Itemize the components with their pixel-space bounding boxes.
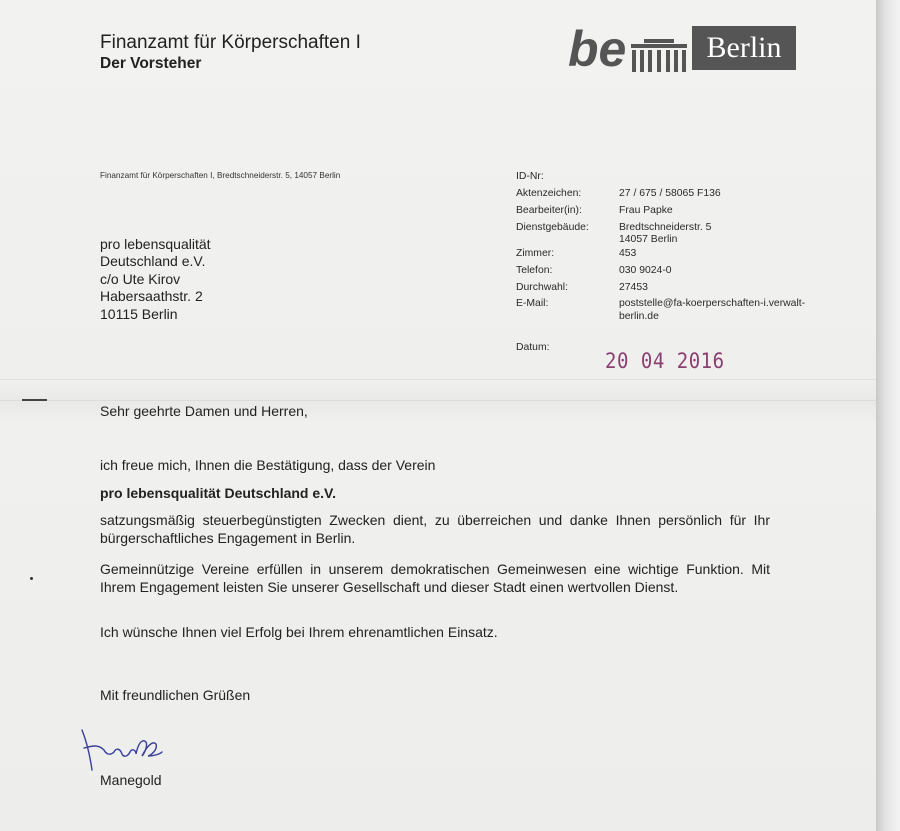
authority-name: Finanzamt für Körperschaften I bbox=[100, 32, 361, 53]
info-label: Aktenzeichen: bbox=[516, 188, 582, 199]
info-value: poststelle@fa-koerperschaften-i.verwalt- bbox=[619, 298, 806, 309]
recipient-line: Habersaathstr. 2 bbox=[100, 288, 203, 305]
fold-line bbox=[0, 400, 876, 401]
info-label: Dienstgebäude: bbox=[516, 222, 589, 233]
return-address: Finanzamt für Körperschaften I, Bredtschneiderstr. 5, 14057 Berlin bbox=[100, 171, 341, 180]
logo-mark: be bbox=[568, 24, 627, 74]
info-label: E-Mail: bbox=[516, 298, 549, 309]
paragraph-intro: ich freue mich, Ihnen die Bestätigung, dass der Verein bbox=[100, 457, 436, 473]
info-value: 14057 Berlin bbox=[619, 234, 678, 245]
recipient-line: Deutschland e.V. bbox=[100, 253, 206, 270]
scan-edge bbox=[876, 0, 900, 831]
info-label: Zimmer: bbox=[516, 248, 555, 259]
recipient-line: 10115 Berlin bbox=[100, 305, 178, 322]
paragraph-engagement: Gemeinnützige Vereine erfüllen in unserem demokratischen Gemeinwesen eine wichtige Funktion. Mit Ihrem Engagement leisten Sie unserer Gesellschaft und dieser Stadt einen wertvollen Dienst. bbox=[100, 561, 770, 595]
recipient-line: c/o Ute Kirov bbox=[100, 270, 181, 287]
fold-line bbox=[0, 379, 876, 380]
info-value: Frau Papke bbox=[619, 205, 673, 216]
info-label: Bearbeiter(in): bbox=[516, 205, 582, 216]
info-label: ID-Nr: bbox=[516, 171, 544, 182]
date-label: Datum: bbox=[516, 342, 550, 353]
handwritten-signature bbox=[76, 726, 166, 776]
brandenburg-gate-icon bbox=[631, 39, 687, 72]
paragraph-wishes: Ich wünsche Ihnen viel Erfolg bei Ihrem ehrenamtlichen Einsatz. bbox=[100, 624, 498, 640]
date-stamp bbox=[605, 349, 725, 374]
head-title: Der Vorsteher bbox=[100, 55, 202, 72]
club-name: pro lebensqualität Deutschland e.V. bbox=[100, 485, 336, 501]
paragraph-purpose: satzungsmäßig steuerbegünstigten Zwecken dient, zu überreichen und danke Ihnen persönlich für Ihr bürgerschaftliches Engagement in Berlin. bbox=[100, 512, 770, 546]
info-label: Telefon: bbox=[516, 265, 553, 276]
berlin-logo bbox=[568, 24, 796, 74]
fold-mark bbox=[22, 399, 47, 401]
closing: Mit freundlichen Grüßen bbox=[100, 687, 251, 703]
salutation: Sehr geehrte Damen und Herren, bbox=[100, 403, 308, 419]
info-value: 030 9024-0 bbox=[619, 265, 672, 276]
date-year: 2016 bbox=[676, 349, 725, 374]
info-value: berlin.de bbox=[619, 311, 659, 322]
info-value: Bredtschneiderstr. 5 bbox=[619, 222, 712, 233]
recipient-address bbox=[100, 236, 211, 323]
info-value: 27 / 675 / 58065 F136 bbox=[619, 188, 721, 199]
info-value: 453 bbox=[619, 248, 637, 259]
date-month: 04 bbox=[640, 349, 665, 374]
signer-name: Manegold bbox=[100, 772, 162, 788]
recipient-line: pro lebensqualität bbox=[100, 236, 211, 252]
paper-speck bbox=[30, 577, 33, 580]
info-label: Durchwahl: bbox=[516, 282, 568, 293]
logo-text: Berlin bbox=[706, 31, 782, 64]
info-value: 27453 bbox=[619, 282, 648, 293]
date-day: 20 bbox=[605, 349, 629, 374]
